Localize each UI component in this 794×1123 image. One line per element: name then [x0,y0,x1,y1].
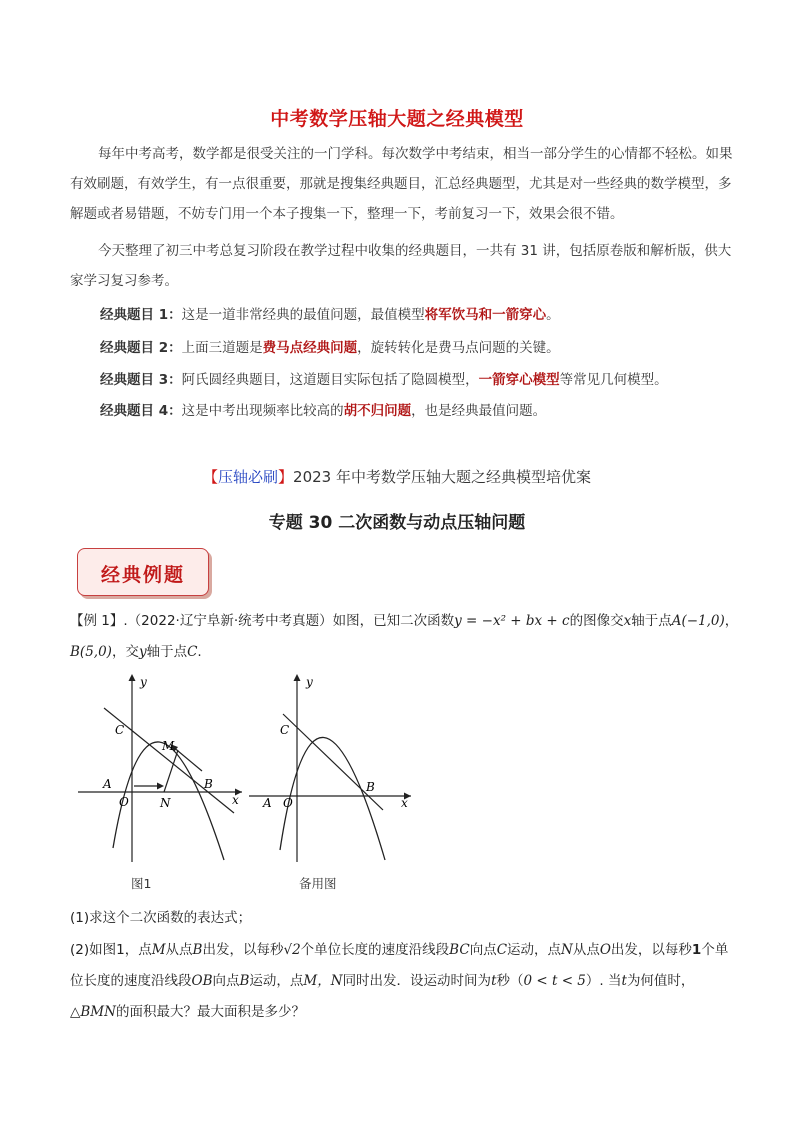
section-label: 经典例题 [100,564,185,586]
topic-subtitle: 专题 30 二次函数与动点压轴问题 [268,513,526,533]
intro-paragraph-1 [70,139,740,229]
highlight: 胡不归问题 [343,403,412,419]
figure-backup [245,670,425,870]
classic-item-1: 经典题目 1：这是一道非常经典的最值问题，最值模型将军饮马和一箭穿心。 [100,307,560,323]
classic-item-2: 经典题目 2：上面三道题是费马点经典问题，旋转转化是费马点问题的关键。 [100,340,560,356]
label-a: A [263,796,272,810]
label-a: A [103,777,112,791]
question-1: (1)求这个二次函数的表达式； [70,910,252,926]
label-n: N [160,796,171,810]
figure-backup-caption: 备用图 [299,876,337,891]
intro-text-1: 每年中考高考，数学都是很受关注的一门学科。每次数学中考结束，相当一部分学生的心情都不轻松。如果有效刷题，有效学生，有一点很重要，那就是搜集经典题目，汇总经典题型，尤其是对一些经典的数学模型，多解题或者易错题，不妨专门用一个本子搜集一下，整理一下，考前复习一下，效果会很不错。 [70,146,733,222]
figure-1 [70,670,250,870]
example-1-statement: 【例 1】.（2022·辽宁阜新·统考中考真题）如图，已知二次函数y = −x² + bx + c的图像交x轴于点A(−1,0)， B(5,0)，交y轴于点C. [70,613,739,660]
label-c: C [115,723,125,737]
label-x: x [232,793,239,807]
classic-item-4: 经典题目 4：这是中考出现频率比较高的胡不归问题，也是经典最值问题。 [100,403,547,419]
label-c: C [280,723,290,737]
classic-item-3: 经典题目 3：阿氏圆经典题目，这道题目实际包括了隐圆模型，一箭穿心模型等常见几何模型。 [100,372,668,388]
label-b: B [204,777,213,791]
question-2: (2)如图1，点M从点B出发，以每秒√2个单位长度的速度沿线段BC向点C运动，点N从点O出发，以每秒1个单位长度的速度沿线段OB向点B运动，点M，N同时出发．设运动时间为t秒（0 < t < 5）. 当t为何值时，△BMN的面积最大？最大面积是多少？ [70,942,729,1020]
highlight: 费马点经典问题 [262,340,358,356]
point-a: A(−1,0) [671,613,725,629]
page-title: 中考数学压轴大题之经典模型 [270,108,524,130]
banner-tag: 压轴必刷 [218,468,279,486]
segment-mn [164,750,178,792]
arrow-n-head [157,783,164,790]
label-o: O [119,795,129,809]
figure-1-caption: 图1 [131,876,152,891]
banner-title: 【压轴必刷】2023 年中考数学压轴大题之经典模型培优案 [203,468,591,486]
label-x: x [401,796,408,810]
label-y: y [140,675,147,689]
highlight: 将军饮马和一箭穿心 [424,307,547,323]
label-y: y [306,675,313,689]
point-c: C [187,644,198,660]
y-axis-arrow [294,674,301,681]
label-o: O [283,796,293,810]
label-b: B [366,780,375,794]
intro-paragraph-2 [70,236,740,296]
y-axis-arrow [129,674,136,681]
function-formula: y = −x² + bx + c [454,613,570,629]
label-m: M [162,739,175,753]
highlight: 一箭穿心模型 [478,372,560,388]
intro-text-2: 今天整理了初三中考总复习阶段在教学过程中收集的经典题目，一共有 31 讲，包括原卷版和解析版，供大家学习复习参考。 [70,243,732,289]
section-label-box [77,548,209,596]
point-b: B(5,0) [70,644,112,660]
parabola [280,737,385,860]
